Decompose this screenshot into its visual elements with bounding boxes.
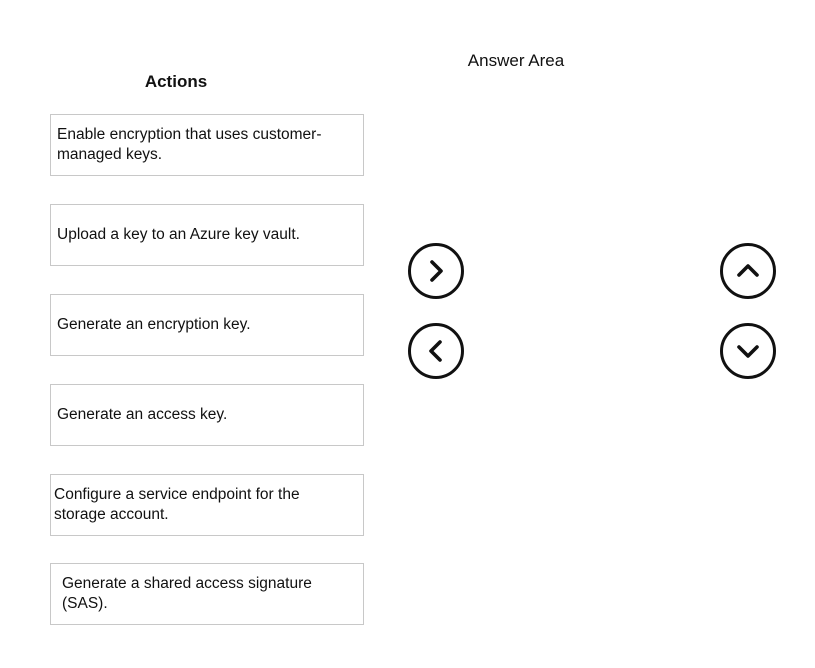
- move-left-button[interactable]: [408, 323, 464, 379]
- action-item-label: Generate an access key.: [57, 406, 228, 423]
- action-item-generate-sas[interactable]: [50, 563, 364, 625]
- chevron-right-icon: [423, 258, 449, 284]
- move-up-button[interactable]: [720, 243, 776, 299]
- action-item-upload-key[interactable]: [50, 204, 364, 266]
- action-item-generate-encryption-key[interactable]: [50, 294, 364, 356]
- action-item-label: Enable encryption that uses customer-managed keys.: [57, 126, 322, 163]
- action-item-label: Generate a shared access signature (SAS).: [62, 575, 312, 612]
- actions-title: Actions: [144, 72, 208, 91]
- chevron-up-icon: [735, 258, 761, 284]
- answer-area-drop-zone[interactable]: [490, 110, 700, 630]
- action-item-configure-service-endpoint[interactable]: [50, 474, 364, 536]
- action-item-generate-access-key[interactable]: [50, 384, 364, 446]
- action-item-enable-encryption[interactable]: [50, 114, 364, 176]
- answer-area-title: Answer Area: [467, 51, 565, 70]
- action-item-label: Upload a key to an Azure key vault.: [57, 226, 300, 243]
- action-item-label: Configure a service endpoint for the storage account.: [54, 486, 300, 523]
- chevron-down-icon: [735, 338, 761, 364]
- move-down-button[interactable]: [720, 323, 776, 379]
- action-item-label: Generate an encryption key.: [57, 316, 251, 333]
- chevron-left-icon: [423, 338, 449, 364]
- move-right-button[interactable]: [408, 243, 464, 299]
